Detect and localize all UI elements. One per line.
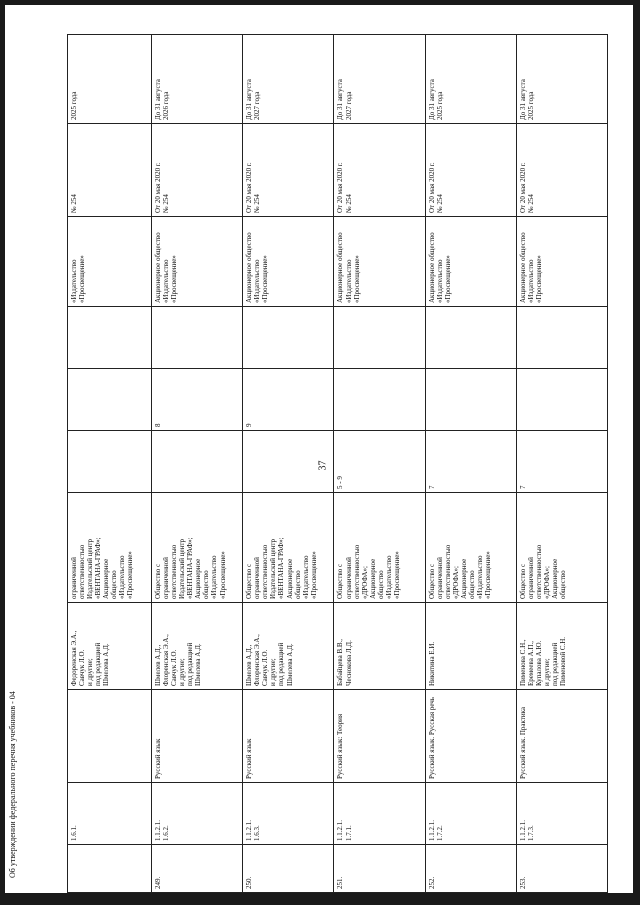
- scan-edge-left: [0, 0, 5, 905]
- publisher-current-cell: Акционерное общество «Издательство «Просвещение»: [152, 217, 243, 307]
- code-cell: 1.1.2.1. 1.7.1.: [334, 783, 425, 845]
- code-cell: 1.1.2.1. 1.7.3.: [516, 783, 607, 845]
- valid-until-cell: До 31 августа 2026 года: [152, 35, 243, 124]
- order-cell: От 20 мая 2020 г. № 254: [334, 124, 425, 217]
- grade-cell: 7: [425, 431, 516, 493]
- row-number: 249.: [152, 845, 243, 893]
- grade-cell: 5 - 9: [334, 431, 425, 493]
- row-number: [68, 845, 152, 893]
- cell-8: [243, 307, 334, 369]
- code-cell: 1.6.1.: [68, 783, 152, 845]
- publisher-cell: Общество с ограниченной ответственностью Издательский центр «ВЕНТАНА-ГРАФ»; Акционерное общество «Издательство «Просвещение»: [152, 493, 243, 603]
- order-cell: От 20 мая 2020 г. № 254: [516, 124, 607, 217]
- valid-until-cell: До 31 августа 2027 года: [243, 35, 334, 124]
- valid-until-cell: До 31 августа 2027 года: [334, 35, 425, 124]
- authors-cell: Федоренская Э.А., Савчук Л.О. и другие; под редакцией Шмелева А.Д.: [68, 603, 152, 690]
- row-number: 250.: [243, 845, 334, 893]
- rotated-table-container: [67, 35, 608, 893]
- authors-cell: Бабайцева В.В., Чеснокова Л.Д.: [334, 603, 425, 690]
- grade-cell: 7: [516, 431, 607, 493]
- subject-cell: [68, 690, 152, 783]
- publisher-cell: Общество с ограниченной ответственностью «ДРОФА»; Акционерное общество «Издательство «Просвещение»: [334, 493, 425, 603]
- cell-8: [516, 307, 607, 369]
- subject-cell: Русский язык: Теория: [334, 690, 425, 783]
- grade-cell: [152, 431, 243, 493]
- publisher-cell: Общество с ограниченной ответственностью «ДРОФА»; Акционерное общество: [516, 493, 607, 603]
- code-cell: 1.1.2.1. 1.6.2.: [152, 783, 243, 845]
- scan-edge-bottom: [0, 893, 640, 905]
- table-row: [243, 35, 334, 893]
- valid-until-cell: 2025 года: [68, 35, 152, 124]
- publisher-current-cell: Акционерное общество «Издательство «Просвещение»: [243, 217, 334, 307]
- table-row: [152, 35, 243, 893]
- order-cell: От 20 мая 2020 г. № 254: [243, 124, 334, 217]
- grade-cell: [243, 431, 334, 493]
- cell-7: [334, 369, 425, 431]
- scan-edge-right: [633, 0, 640, 905]
- grade-cell: [68, 431, 152, 493]
- row-number: 252.: [425, 845, 516, 893]
- cell-7: [425, 369, 516, 431]
- cell-8: [152, 307, 243, 369]
- valid-until-cell: До 31 августа 2025 года: [516, 35, 607, 124]
- table-row: [68, 35, 152, 893]
- publisher-current-cell: Акционерное общество «Издательство «Просвещение»: [516, 217, 607, 307]
- order-cell: От 20 мая 2020 г. № 254: [152, 124, 243, 217]
- valid-until-cell: До 31 августа 2025 года: [425, 35, 516, 124]
- cell-8: [425, 307, 516, 369]
- cell-7: 9: [243, 369, 334, 431]
- subject-cell: Русский язык: [243, 690, 334, 783]
- publisher-current-cell: Акционерное общество «Издательство «Просвещение»: [334, 217, 425, 307]
- authors-cell: Никитина Е.И.: [425, 603, 516, 690]
- subject-cell: Русский язык. Русская речь: [425, 690, 516, 783]
- table-row: [516, 35, 607, 893]
- footer-note: Об утверждении федерального перечня учебников - 04: [8, 691, 17, 878]
- cell-7: [68, 369, 152, 431]
- page-number: 37: [317, 460, 329, 471]
- publisher-current-cell: «Издательство «Просвещение»: [68, 217, 152, 307]
- publisher-cell: Общество с ограниченной ответственностью Издательский центр «ВЕНТАНА-ГРАФ»; Акционерное общество «Издательство «Просвещение»: [243, 493, 334, 603]
- authors-cell: Пименова С.Н., Еремеева А.П., Купалова А.Ю. и другие; под редакцией Пименовой С.Н.: [516, 603, 607, 690]
- cell-7: [516, 369, 607, 431]
- subject-cell: Русский язык: [152, 690, 243, 783]
- table-row: [425, 35, 516, 893]
- code-cell: 1.1.2.1. 1.6.3.: [243, 783, 334, 845]
- publisher-cell: ограниченной ответственностью Издательский центр «ВЕНТАНА-ГРАФ»; Акционерное общество «Издательство «Просвещение»: [68, 493, 152, 603]
- code-cell: 1.1.2.1. 1.7.2.: [425, 783, 516, 845]
- authors-cell: Шмелев А.Д., Флоренская Э.А., Савчук Л.О. и другие; под редакцией Шмелева А.Д.: [243, 603, 334, 690]
- table-row: [334, 35, 425, 893]
- row-number: 253.: [516, 845, 607, 893]
- cell-8: [68, 307, 152, 369]
- scan-edge-top: [0, 0, 640, 5]
- subject-cell: Русский язык. Практика: [516, 690, 607, 783]
- authors-cell: Шмелев А.Д., Флоренская Э.А., Савчук Л.О. и другие; под редакцией Шмелева А.Д.: [152, 603, 243, 690]
- cell-8: [334, 307, 425, 369]
- order-cell: От 20 мая 2020 г. № 254: [425, 124, 516, 217]
- cell-7: 8: [152, 369, 243, 431]
- textbook-table: [67, 34, 608, 893]
- order-cell: № 254: [68, 124, 152, 217]
- publisher-cell: Общество с ограниченной ответственностью «ДРОФА»; Акционерное общество «Издательство «Просвещение»: [425, 493, 516, 603]
- publisher-current-cell: Акционерное общество «Издательство «Просвещение»: [425, 217, 516, 307]
- row-number: 251.: [334, 845, 425, 893]
